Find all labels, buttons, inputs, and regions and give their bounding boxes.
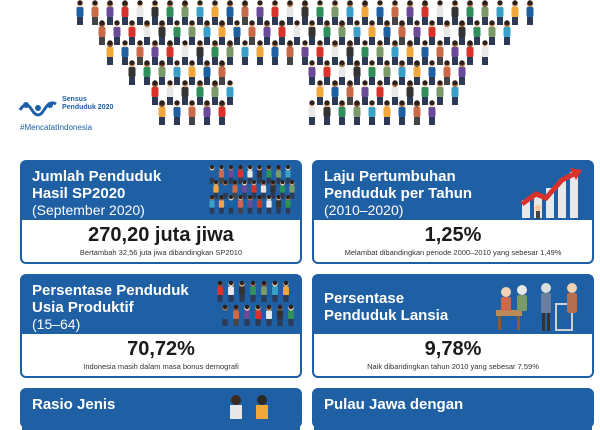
census-logo-icon (18, 96, 58, 120)
growth-chart-icon (518, 164, 588, 220)
card-note: Indonesia masih dalam masa bonus demografi (83, 362, 239, 371)
card-header (314, 276, 592, 334)
card-value: 70,72% (127, 338, 195, 360)
card-title: Jumlah Penduduk Hasil SP2020 (32, 168, 162, 202)
card-header (314, 162, 592, 220)
card-title: Pulau Jawa dengan (324, 396, 464, 413)
card-value: 9,78% (424, 338, 482, 360)
card-header (22, 390, 300, 430)
card-total-population (20, 160, 302, 264)
couple-icon (206, 392, 296, 422)
elderly-people-icon (492, 278, 588, 334)
card-body (314, 220, 592, 260)
card-note: Naik dibandingkan tahun 2010 yang sebesar 7,59% (367, 362, 539, 371)
card-note: Melambat dibandingkan periode 2000–2010 yang sebesar 1,49% (344, 248, 562, 257)
card-note: Bertambah 32,56 juta jiwa dibandingkan SP2010 (79, 248, 243, 257)
card-title: Rasio Jenis (32, 396, 116, 413)
card-header (22, 162, 300, 220)
card-value: 1,25% (424, 224, 482, 246)
people-group-icon (206, 164, 296, 218)
card-body (22, 334, 300, 374)
workers-icon (212, 278, 296, 334)
card-title: Persentase Penduduk Usia Produktif (32, 282, 189, 316)
card-title: Persentase Penduduk Lansia (324, 290, 449, 324)
card-java-island (312, 388, 594, 428)
card-subtitle: (2010–2020) (324, 202, 404, 218)
card-value: 270,20 juta jiwa (88, 224, 234, 246)
census-logo (18, 96, 138, 138)
card-header (314, 390, 592, 430)
card-subtitle: (15–64) (32, 316, 81, 332)
card-title: Laju Pertumbuhan Penduduk per Tahun (324, 168, 473, 202)
census-logo-name: Sensus Penduduk 2020 (62, 96, 114, 111)
card-sex-ratio (20, 388, 302, 428)
card-elderly (312, 274, 594, 378)
card-body (22, 220, 300, 260)
card-subtitle: (September 2020) (32, 202, 145, 218)
card-header (22, 276, 300, 334)
card-productive-age (20, 274, 302, 378)
card-growth-rate (312, 160, 594, 264)
card-body (314, 334, 592, 374)
census-hashtag: #MencatatIndonesia (20, 123, 93, 132)
